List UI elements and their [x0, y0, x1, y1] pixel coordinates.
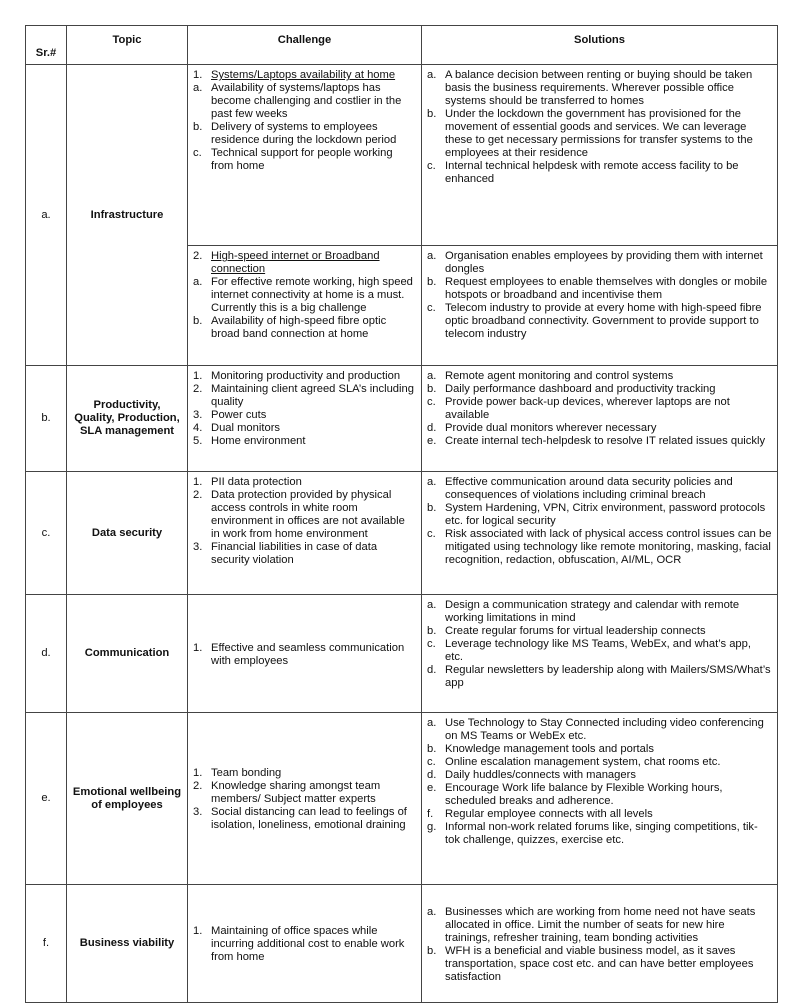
- list-item: [427, 599, 772, 625]
- list-marker: f.: [427, 808, 434, 820]
- table-row: [26, 65, 778, 246]
- list-item-text: Internal technical helpdesk with remote access facility to be enhanced: [445, 160, 739, 185]
- list-item: [427, 638, 772, 664]
- list-marker: 1.: [193, 370, 203, 382]
- list-item-text: Daily huddles/connects with managers: [445, 769, 636, 781]
- challenge-cell: [188, 246, 422, 366]
- list-item: [427, 370, 772, 383]
- list-item-text: Financial liabilities in case of data security violation: [211, 541, 378, 566]
- list-item-text: Availability of high-speed fibre optic broad band connection at home: [211, 315, 387, 340]
- topic-cell: Infrastructure: [67, 65, 188, 366]
- item-list: [427, 476, 772, 567]
- list-item: [193, 476, 416, 489]
- list-marker: 3.: [193, 409, 203, 421]
- list-item-text: Dual monitors: [211, 422, 281, 434]
- list-marker: b.: [427, 625, 437, 637]
- list-marker: 1.: [193, 476, 203, 488]
- list-item-text: Effective and seamless communication with employees: [211, 641, 405, 667]
- list-item: [427, 743, 772, 756]
- list-item: [427, 383, 772, 396]
- challenge-cell: [188, 65, 422, 246]
- list-marker: a.: [427, 476, 437, 488]
- list-item-text: Social distancing can lead to feelings of isolation, loneliness, emotional draining: [211, 806, 407, 831]
- list-marker: 2.: [193, 250, 203, 262]
- topic-cell: Business viability: [67, 885, 188, 1003]
- list-item-text: Leverage technology like MS Teams, WebEx, and what’s app, etc.: [445, 638, 751, 663]
- list-item: [193, 250, 416, 276]
- list-marker: 4.: [193, 422, 203, 434]
- list-marker: c.: [427, 302, 436, 314]
- sr-cell: c.: [26, 472, 67, 595]
- sr-cell: a.: [26, 65, 67, 366]
- list-marker: 2.: [193, 489, 203, 501]
- list-item: [193, 767, 416, 780]
- list-item-text: For effective remote working, high speed internet connectivity at home is a must. Currently this is a big challenge: [211, 276, 413, 314]
- list-item-text: Risk associated with lack of physical access control issues can be mitigated using technology like remote monitoring, masking, facial recognition, redaction, obfuscation, AI/ML, OCR: [445, 528, 772, 566]
- header-sr: Sr.#: [26, 26, 67, 65]
- list-item: [427, 664, 772, 690]
- list-item: [427, 108, 772, 160]
- list-item-text: Create internal tech-helpdesk to resolve IT related issues quickly: [445, 435, 766, 447]
- list-item-text: Telecom industry to provide at every home with high-speed fibre optic broadband connectivity. Government to provide support to telecom industry: [445, 302, 762, 340]
- list-marker: 3.: [193, 806, 203, 818]
- list-item-text: Maintaining of office spaces while incurring additional cost to enable work from home: [211, 925, 405, 963]
- list-item: [193, 489, 416, 541]
- list-marker: b.: [193, 315, 203, 327]
- list-item: [427, 769, 772, 782]
- list-marker: c.: [427, 528, 436, 540]
- list-marker: b.: [427, 743, 437, 755]
- item-list: [193, 767, 416, 832]
- list-item: [193, 435, 416, 448]
- item-list: [193, 250, 416, 341]
- list-marker: a.: [427, 599, 437, 611]
- item-list: [193, 476, 416, 567]
- sr-cell: b.: [26, 366, 67, 472]
- list-item-text: Provide power back-up devices, wherever laptops are not available: [445, 396, 730, 421]
- topic-cell: Communication: [67, 595, 188, 713]
- challenge-cell: [188, 885, 422, 1003]
- list-item-text: Under the lockdown the government has provisioned for the movement of essential goods and services. We can leverage these to get necessary permissions for transfer systems to the employees at their residence: [445, 108, 753, 159]
- solutions-cell: [422, 885, 778, 1003]
- list-item-text: A balance decision between renting or buying should be taken basis the business requirements. Wherever possible office systems should be transferred to homes: [445, 69, 753, 107]
- sr-cell: f.: [26, 885, 67, 1003]
- list-item-text: Knowledge management tools and portals: [445, 743, 654, 755]
- list-item-text: High-speed internet or Broadband connection: [211, 250, 380, 275]
- list-marker: a.: [427, 69, 437, 81]
- list-item-text: Organisation enables employees by providing them with internet dongles: [445, 250, 763, 275]
- challenge-cell: [188, 472, 422, 595]
- solutions-cell: [422, 366, 778, 472]
- list-item-text: PII data protection: [211, 476, 302, 488]
- list-marker: b.: [427, 276, 437, 288]
- sr-cell: d.: [26, 595, 67, 713]
- list-marker: c.: [427, 160, 436, 172]
- item-list: [427, 69, 772, 186]
- list-marker: a.: [427, 250, 437, 262]
- list-marker: 1.: [193, 925, 203, 937]
- list-item: [427, 528, 772, 567]
- table-row: [26, 885, 778, 1003]
- list-marker: 1.: [193, 641, 203, 654]
- list-item: [193, 121, 416, 147]
- list-item-text: Use Technology to Stay Connected including video conferencing on MS Teams or WebEx etc.: [445, 717, 764, 742]
- item-list: [427, 250, 772, 341]
- list-item: [193, 276, 416, 315]
- list-marker: a.: [427, 370, 437, 382]
- list-marker: 5.: [193, 435, 203, 447]
- list-marker: c.: [427, 756, 436, 768]
- header-challenge: Challenge: [188, 26, 422, 65]
- list-item: [193, 383, 416, 409]
- list-item-text: Systems/Laptops availability at home: [211, 69, 396, 81]
- solutions-cell: [422, 472, 778, 595]
- list-item: [427, 821, 772, 847]
- list-marker: 1.: [193, 69, 203, 81]
- challenge-cell: [188, 713, 422, 885]
- list-item-text: Regular employee connects with all levels: [445, 808, 653, 820]
- list-item: [193, 409, 416, 422]
- list-marker: c.: [427, 396, 436, 408]
- list-marker: b.: [427, 944, 437, 957]
- header-row: [26, 26, 778, 65]
- list-item: [427, 782, 772, 808]
- list-marker: a.: [427, 717, 437, 729]
- list-item: [193, 370, 416, 383]
- list-item-text: Daily performance dashboard and productivity tracking: [445, 383, 716, 395]
- list-marker: b.: [427, 502, 437, 514]
- list-item-text: Delivery of systems to employees residence during the lockdown period: [211, 121, 397, 146]
- list-item-text: Home environment: [211, 435, 306, 447]
- item-list: [427, 599, 772, 690]
- challenge-cell: [188, 595, 422, 713]
- list-item: [427, 435, 772, 448]
- item-list: [193, 370, 416, 448]
- list-marker: d.: [427, 769, 437, 781]
- list-item: [427, 945, 772, 984]
- list-item-text: Provide dual monitors wherever necessary: [445, 422, 657, 434]
- header-solutions: Solutions: [422, 26, 778, 65]
- list-item-text: Regular newsletters by leadership along with Mailers/SMS/What’s app: [445, 664, 771, 689]
- list-item: [427, 276, 772, 302]
- list-item-text: Businesses which are working from home need not have seats allocated in office. Limit the number of seats for new hire trainings, refresher training, team bonding activities: [445, 905, 756, 944]
- header-topic: Topic: [67, 26, 188, 65]
- list-marker: b.: [193, 121, 203, 133]
- list-marker: d.: [427, 422, 437, 434]
- solutions-cell: [422, 246, 778, 366]
- solutions-cell: [422, 65, 778, 246]
- topic-cell: Productivity, Quality, Production, SLA management: [67, 366, 188, 472]
- list-item: [193, 147, 416, 173]
- table-row: [26, 472, 778, 595]
- list-marker: e.: [427, 782, 437, 794]
- list-marker: a.: [193, 276, 203, 288]
- list-item-text: Power cuts: [211, 409, 267, 421]
- list-item: [193, 780, 416, 806]
- sr-cell: e.: [26, 713, 67, 885]
- list-item: [427, 502, 772, 528]
- item-list: [427, 906, 772, 984]
- list-item: [427, 302, 772, 341]
- list-item: [427, 625, 772, 638]
- list-item: [427, 422, 772, 435]
- list-item: [193, 82, 416, 121]
- list-item-text: Request employees to enable themselves with dongles or mobile hotspots or broadband and incentivise them: [445, 276, 768, 301]
- list-item: [193, 642, 416, 668]
- topic-cell: Data security: [67, 472, 188, 595]
- list-item-text: Online escalation management system, chat rooms etc.: [445, 756, 721, 768]
- table-row: [26, 595, 778, 713]
- list-item: [427, 476, 772, 502]
- list-item-text: Maintaining client agreed SLA’s including quality: [211, 383, 414, 408]
- list-marker: 1.: [193, 767, 203, 779]
- list-item-text: Remote agent monitoring and control systems: [445, 370, 674, 382]
- list-marker: a.: [427, 905, 437, 918]
- list-item-text: Knowledge sharing amongst team members/ Subject matter experts: [211, 780, 381, 805]
- list-item-text: Design a communication strategy and calendar with remote working limitations in mind: [445, 599, 740, 624]
- list-marker: 2.: [193, 383, 203, 395]
- list-marker: 3.: [193, 541, 203, 553]
- list-marker: c.: [193, 147, 202, 159]
- list-item-text: System Hardening, VPN, Citrix environment, password protocols etc. for logical security: [445, 502, 766, 527]
- list-item-text: Encourage Work life balance by Flexible Working hours, scheduled breaks and adherence.: [445, 782, 723, 807]
- item-list: [193, 925, 416, 964]
- list-item-text: Technical support for people working from home: [211, 147, 393, 172]
- item-list: [427, 717, 772, 847]
- list-item-text: Create regular forums for virtual leadership connects: [445, 625, 706, 637]
- item-list: [193, 69, 416, 173]
- list-item: [427, 808, 772, 821]
- challenge-cell: [188, 366, 422, 472]
- list-item: [193, 69, 416, 82]
- list-item-text: Availability of systems/laptops has become challenging and costlier in the past few weeks: [211, 82, 402, 120]
- list-item-text: Informal non-work related forums like, singing competitions, tik-tok challenge, quizzes, exercise etc.: [445, 821, 758, 846]
- list-item: [427, 396, 772, 422]
- list-marker: b.: [427, 383, 437, 395]
- list-item: [193, 925, 416, 964]
- solutions-cell: [422, 713, 778, 885]
- list-marker: g.: [427, 821, 437, 833]
- list-item: [427, 756, 772, 769]
- table-row: [26, 366, 778, 472]
- list-item: [427, 717, 772, 743]
- list-item: [427, 69, 772, 108]
- challenges-table: [25, 25, 778, 1003]
- topic-cell: Emotional wellbeing of employees: [67, 713, 188, 885]
- list-item: [193, 806, 416, 832]
- item-list: [427, 370, 772, 448]
- list-marker: 2.: [193, 780, 203, 792]
- list-marker: b.: [427, 108, 437, 120]
- list-item: [193, 315, 416, 341]
- item-list: [193, 642, 416, 668]
- document: [25, 25, 777, 1003]
- list-marker: d.: [427, 664, 437, 676]
- list-item-text: Effective communication around data security policies and consequences of violations including criminal breach: [445, 476, 733, 501]
- list-marker: e.: [427, 435, 437, 447]
- list-marker: c.: [427, 638, 436, 650]
- list-item: [193, 422, 416, 435]
- list-item: [427, 250, 772, 276]
- list-item-text: Monitoring productivity and production: [211, 370, 401, 382]
- table-row: [26, 713, 778, 885]
- list-item-text: WFH is a beneficial and viable business model, as it saves transportation, space cost etc. and can have better employees satisfaction: [445, 944, 754, 983]
- list-item: [427, 906, 772, 945]
- solutions-cell: [422, 595, 778, 713]
- list-item: [193, 541, 416, 567]
- list-item-text: Data protection provided by physical access controls in white room environment in offices are not available in work from home environment: [211, 489, 405, 540]
- list-item-text: Team bonding: [211, 767, 282, 779]
- list-item: [427, 160, 772, 186]
- list-marker: a.: [193, 82, 203, 94]
